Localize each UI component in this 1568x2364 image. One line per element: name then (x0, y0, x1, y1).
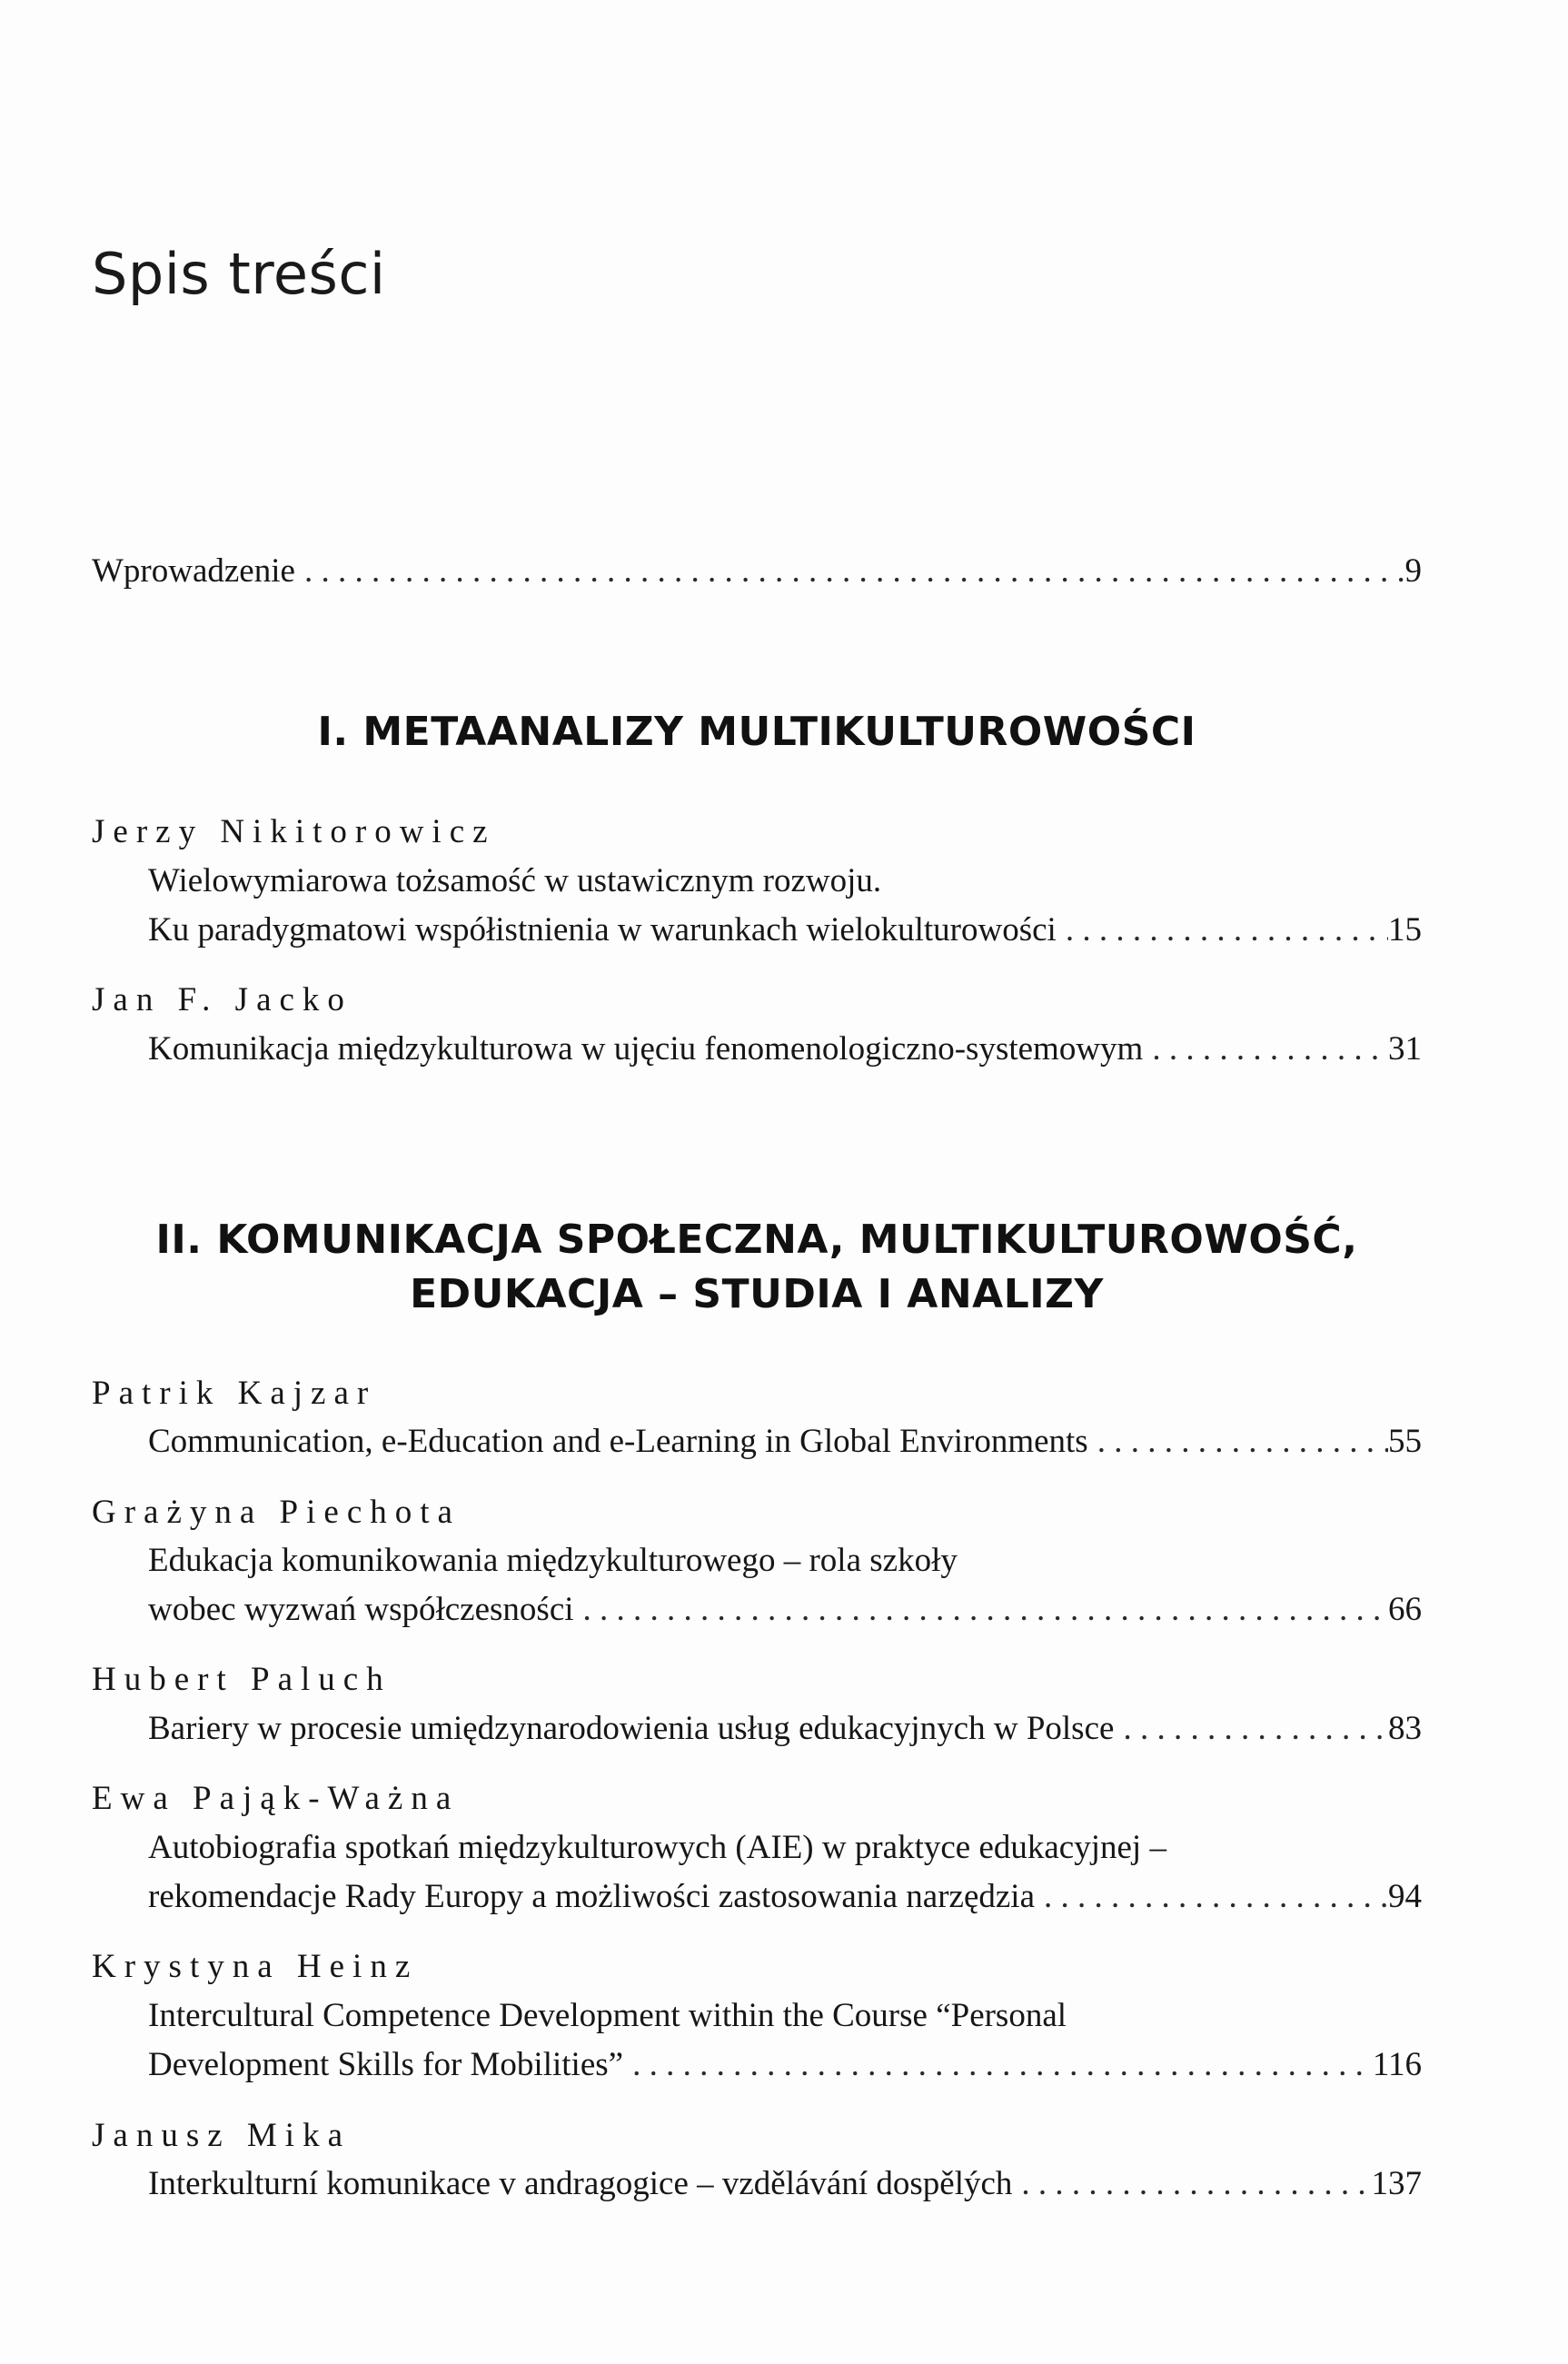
page-number: 137 (1371, 2165, 1422, 2202)
page-number: 116 (1372, 2046, 1422, 2083)
entry-title-line: Development Skills for Mobilities” (148, 2046, 624, 2083)
dot-leader (1088, 1419, 1388, 1465)
section-heading: I. METAANALIZY MULTIKULTUROWOŚCI (317, 709, 1196, 755)
entry-title-line: rekomendacje Rady Europy a możliwości zastosowania narzędzia (148, 1878, 1036, 1915)
entry-title-line: Communication, e-Education and e-Learning in Global Environments (148, 1423, 1088, 1460)
entry-title-line: Edukacja komunikowania międzykulturowego – rola szkoły (148, 1542, 958, 1579)
page-number: 9 (1404, 552, 1422, 590)
toc-entry (148, 2161, 1422, 2207)
author-name: Hubert Paluch (92, 1661, 392, 1698)
toc-entry (148, 1419, 1422, 1465)
dot-leader (1035, 1874, 1388, 1920)
entry-title-line: Ku paradygmatowi współistnienia w warunkach wielokulturowości (148, 911, 1057, 949)
toc-entry (148, 1706, 1422, 1752)
dot-leader (623, 2042, 1373, 2088)
toc-entry (148, 1874, 1422, 1920)
author-name: Grażyna Piechota (92, 1494, 461, 1531)
author-name: Patrik Kajzar (92, 1375, 377, 1412)
dot-leader (295, 549, 1405, 594)
toc-entry (148, 908, 1422, 953)
entry-title-line: Autobiografia spotkań międzykulturowych (AIE) w praktyce edukacyjnej – (148, 1829, 1166, 1866)
author-name: Ewa Pająk-Ważna (92, 1780, 460, 1817)
page-number: 66 (1388, 1591, 1422, 1628)
entry-title-line: Intercultural Competence Development within the Course “Personal (148, 1997, 1067, 2034)
toc-entry (148, 2042, 1422, 2088)
toc-entry-introduction (92, 549, 1422, 594)
author-name: Jan F. Jacko (92, 981, 352, 1018)
entry-title-line: Wielowymiarowa tożsamość w ustawicznym rozwoju. (148, 862, 882, 899)
author-name: Krystyna Heinz (92, 1948, 419, 1985)
author-name: Jerzy Nikitorowicz (92, 813, 496, 850)
entry-title-line: wobec wyzwań współczesności (148, 1591, 574, 1628)
page-number: 15 (1388, 911, 1422, 949)
entry-title: Wprowadzenie (92, 552, 295, 590)
dot-leader (1114, 1706, 1388, 1752)
section-heading: II. KOMUNIKACJA SPOŁECZNA, MULTIKULTUROWOŚĆ, (155, 1217, 1358, 1263)
author-name: Janusz Mika (92, 2117, 351, 2154)
page-title: Spis treści (92, 241, 386, 307)
entry-title-line: Bariery w procesie umiędzynarodowienia usług edukacyjnych w Polsce (148, 1710, 1115, 1747)
dot-leader (1012, 2161, 1371, 2207)
page-number: 94 (1388, 1878, 1422, 1915)
dot-leader (574, 1587, 1388, 1633)
page-number: 83 (1388, 1710, 1422, 1747)
entry-title-line: Komunikacja międzykulturowa w ujęciu fenomenologiczno-systemowym (148, 1030, 1144, 1068)
dot-leader (1143, 1027, 1388, 1072)
toc-entry (148, 1027, 1422, 1072)
dot-leader (1057, 908, 1388, 953)
page-number: 55 (1388, 1423, 1422, 1460)
section-heading: EDUKACJA – STUDIA I ANALIZY (410, 1271, 1104, 1317)
page-number: 31 (1388, 1030, 1422, 1068)
entry-title-line: Interkulturní komunikace v andragogice – vzdělávání dospělých (148, 2165, 1013, 2202)
toc-entry (148, 1587, 1422, 1633)
